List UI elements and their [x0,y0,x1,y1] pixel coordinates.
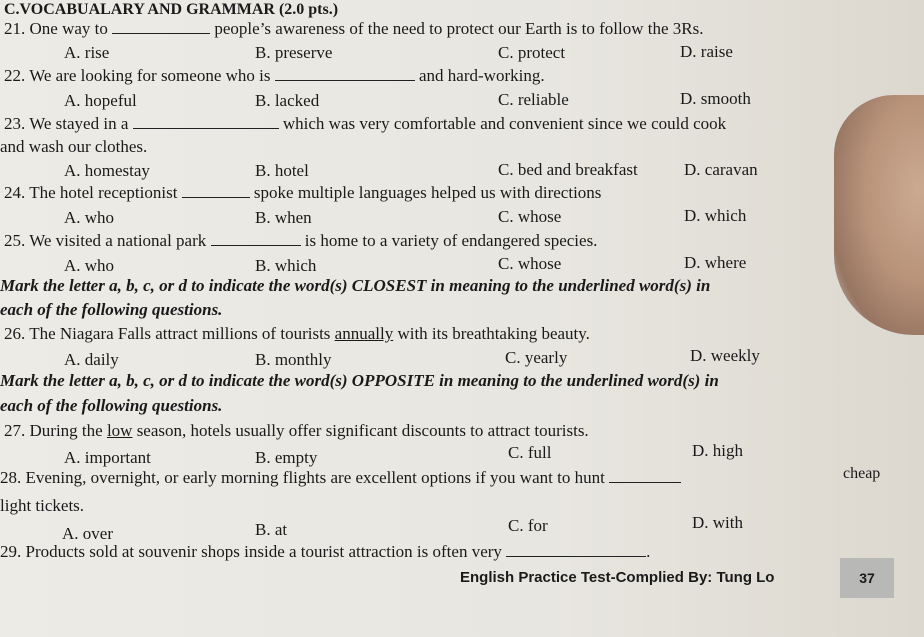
option-d: D. weekly [690,346,760,365]
option-b: B. at [255,520,288,539]
option-b: B. lacked [255,91,320,110]
question-25: 25. We visited a national park is home to a variety of endangered species. [4,231,598,250]
option-b: B. which [255,256,317,275]
underlined-word: low [106,421,133,440]
question-22: 22. We are looking for someone who is and hard-working. [4,66,545,85]
instruction-closest-cont: each of the following questions. [0,300,223,319]
answer-blank [112,19,210,34]
option-d: D. with [692,513,743,532]
underlined-word: annually [334,324,394,343]
page-number: 37 [840,558,894,598]
option-d: D. which [684,206,747,225]
question-29: 29. Products sold at souvenir shops inside a tourist attraction is often very . [0,542,651,561]
instruction-opposite: Mark the letter a, b, c, or d to indicate the word(s) OPPOSITE in meaning to the underlined word(s) in [0,371,719,390]
thumb-shadow [834,95,924,335]
option-c: C. yearly [505,348,568,367]
answer-blank [211,231,301,246]
instruction-closest: Mark the letter a, b, c, or d to indicate the word(s) CLOSEST in meaning to the underlined word(s) in [0,276,711,295]
option-c: C. for [508,516,548,535]
instruction-opposite-cont: each of the following questions. [0,396,223,415]
option-a: A. over [62,524,113,543]
option-b: B. hotel [255,161,309,180]
question-28-word: cheap [843,465,881,482]
option-c: C. protect [498,43,566,62]
option-a: A. important [64,448,151,467]
question-28-cont: light tickets. [0,496,85,515]
question-28: 28. Evening, overnight, or early morning flights are excellent options if you want to hunt [0,468,681,488]
option-a: A. who [64,256,115,275]
option-a: A. who [64,208,115,227]
option-b: B. when [255,208,312,227]
option-a: A. daily [64,350,119,369]
option-c: C. full [508,443,552,462]
question-24: 24. The hotel receptionist spoke multiple languages helped us with directions [4,183,602,202]
answer-blank [275,66,415,81]
option-d: D. raise [680,42,733,61]
question-21: 21. One way to people’s awareness of the need to protect our Earth is to follow the 3Rs. [4,19,704,38]
option-a: A. hopeful [64,91,137,110]
option-c: C. whose [498,254,562,273]
option-d: D. caravan [684,160,758,179]
answer-blank [506,542,646,557]
option-d: D. where [684,253,747,272]
option-c: C. bed and breakfast [498,160,638,179]
option-a: A. homestay [64,161,150,180]
answer-blank [182,183,250,198]
answer-blank [609,468,681,483]
option-b: B. preserve [255,43,333,62]
option-d: D. high [692,441,743,460]
answer-blank [133,114,279,129]
question-23-cont: and wash our clothes. [0,137,148,156]
option-c: C. reliable [498,90,569,109]
option-b: B. monthly [255,350,332,369]
option-d: D. smooth [680,89,751,108]
option-b: B. empty [255,448,318,467]
question-26: 26. The Niagara Falls attract millions of tourists annually with its breathtaking beauty. [4,324,590,343]
footer-credit: English Practice Test-Complied By: Tung Lo [460,569,775,586]
section-heading: C.VOCABUALARY AND GRAMMAR (2.0 pts.) [4,1,339,18]
question-23: 23. We stayed in a which was very comfortable and convenient since we could cook [4,114,727,133]
question-27: 27. During the low season, hotels usually offer significant discounts to attract tourists. [4,421,589,440]
option-a: A. rise [64,43,110,62]
option-c: C. whose [498,207,562,226]
